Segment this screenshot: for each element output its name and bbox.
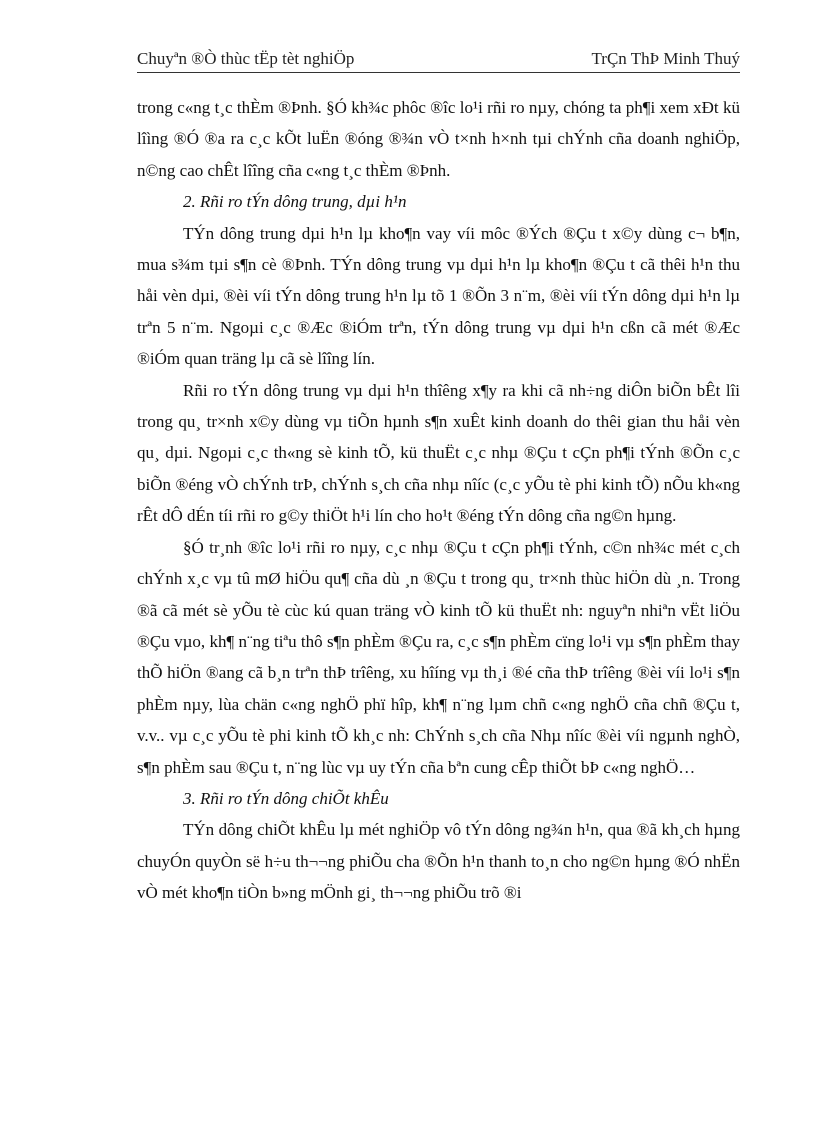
paragraph: Rñi ro tÝn dông trung vµ dµi h¹n thîêng x¶y ra khi cã nh÷ng diÔn biÕn bÊt lîi trong qu¸ tr×nh x©y dùng vµ tiÕn hµnh s¶n xuÊt kinh doanh do thêi gian thu håi vèn qu¸ dµi. Ngoµi c¸c th«ng sè kinh tÕ, kü thuËt c¸c nhµ ®Çu t cÇn ph¶i tÝnh ®Õn c¸c biÕn ®éng vÒ chÝnh trÞ, chÝnh s¸ch cña nhµ nîíc (c¸c yÕu tè phi kinh tÕ) nÕu kh«ng rÊt dÔ dÉn tíi rñi ro g©y thiÖt h¹i lín cho ho¹t ®éng tÝn dông cña ng©n hµng. (137, 380, 740, 526)
paragraph-continuation: trong c«ng t¸c thÈm ®Þnh. §Ó kh¾c phôc ®îc lo¹i rñi ro nµy, chóng ta ph¶i xem xÐt kü lîìng ®Ó ®a ra c¸c kÕt luËn ®óng ®¾n vÒ t×nh h×nh tµi chÝnh cña doanh nghiÖp, n©ng cao chÊt lîîng cña c«ng t¸c thÈm ®Þnh. (137, 98, 740, 180)
paragraph: TÝn dông trung dµi h¹n lµ kho¶n vay víi môc ®Ých ®Çu t x©y dùng c¬ b¶n, mua s¾m tµi s¶n cè ®Þnh. TÝn dông trung vµ dµi h¹n lµ kho¶n ®Çu t cã thêi h¹n thu håi vèn dµi, ®èi víi tÝn dông trung h¹n lµ tõ 1 ®Õn 3 n¨m, ®èi víi tÝn dông dµi h¹n lµ trªn 5 n¨m. Ngoµi c¸c ®Æc ®iÓm trªn, tÝn dông trung vµ dµi h¹n cßn cã mét ®Æc ®iÓm quan träng lµ cã sè lîîng lín. (137, 223, 740, 369)
section-heading-discount-credit-risk: 3. Rñi ro tÝn dông chiÕt khÊu (183, 788, 389, 808)
page-header (137, 48, 740, 73)
section-heading-medium-long-term-risk: 2. Rñi ro tÝn dông trung, dµi h¹n (183, 192, 407, 212)
header-report-title: Chuyªn ®Ò thùc tËp tèt nghiÖp (137, 49, 355, 68)
body-text (137, 92, 740, 909)
paragraph: TÝn dông chiÕt khÊu lµ mét nghiÖp vô tÝn dông ng¾n h¹n, qua ®ã kh¸ch hµng chuyÓn quyÒn së h÷u th¬¬ng phiÕu cha ®Õn h¹n thanh to¸n cho ng©n hµng ®Ó nhËn vÒ mét kho¶n tiÒn b»ng mÖnh gi¸ th¬¬ng phiÕu trõ ®i (137, 820, 740, 903)
paragraph: §Ó tr¸nh ®îc lo¹i rñi ro nµy, c¸c nhµ ®Çu t cÇn ph¶i tÝnh, c©n nh¾c mét c¸ch chÝnh x¸c vµ tû mØ hiÖu qu¶ cña dù ¸n ®Çu t trong qu¸ tr×nh thùc hiÖn dù ¸n. Trong ®ã cã mét sè yÕu tè cùc kú quan träng vÒ kinh tÕ kü thuËt nh: nguyªn nhiªn vËt liÖu ®Çu vµo, kh¶ n¨ng tiªu thô s¶n phÈm ®Çu ra, c¸c s¶n phÈm cïng lo¹i vµ s¶n phÈm thay thÕ hiÖn ®ang cã b¸n trªn thÞ trîêng, xu hîíng vµ th¸i ®é cña thÞ trîêng ®èi víi lo¹i s¶n phÈm nµy, lùa chän c«ng nghÖ phï hîp, kh¶ n¨ng lµm chñ c«ng nghÖ cña chñ ®Çu t, v.v.. vµ c¸c yÕu tè phi kinh tÕ kh¸c nh: ChÝnh s¸ch cña Nhµ nîíc ®èi víi ngµnh nghÒ, s¶n phÈm sau ®Çu t, n¨ng lùc vµ uy tÝn cña bªn cung cÊp thiÕt bÞ c«ng nghÖ… (137, 537, 740, 777)
header-author-name: TrÇn ThÞ Minh Thuý (591, 49, 740, 68)
